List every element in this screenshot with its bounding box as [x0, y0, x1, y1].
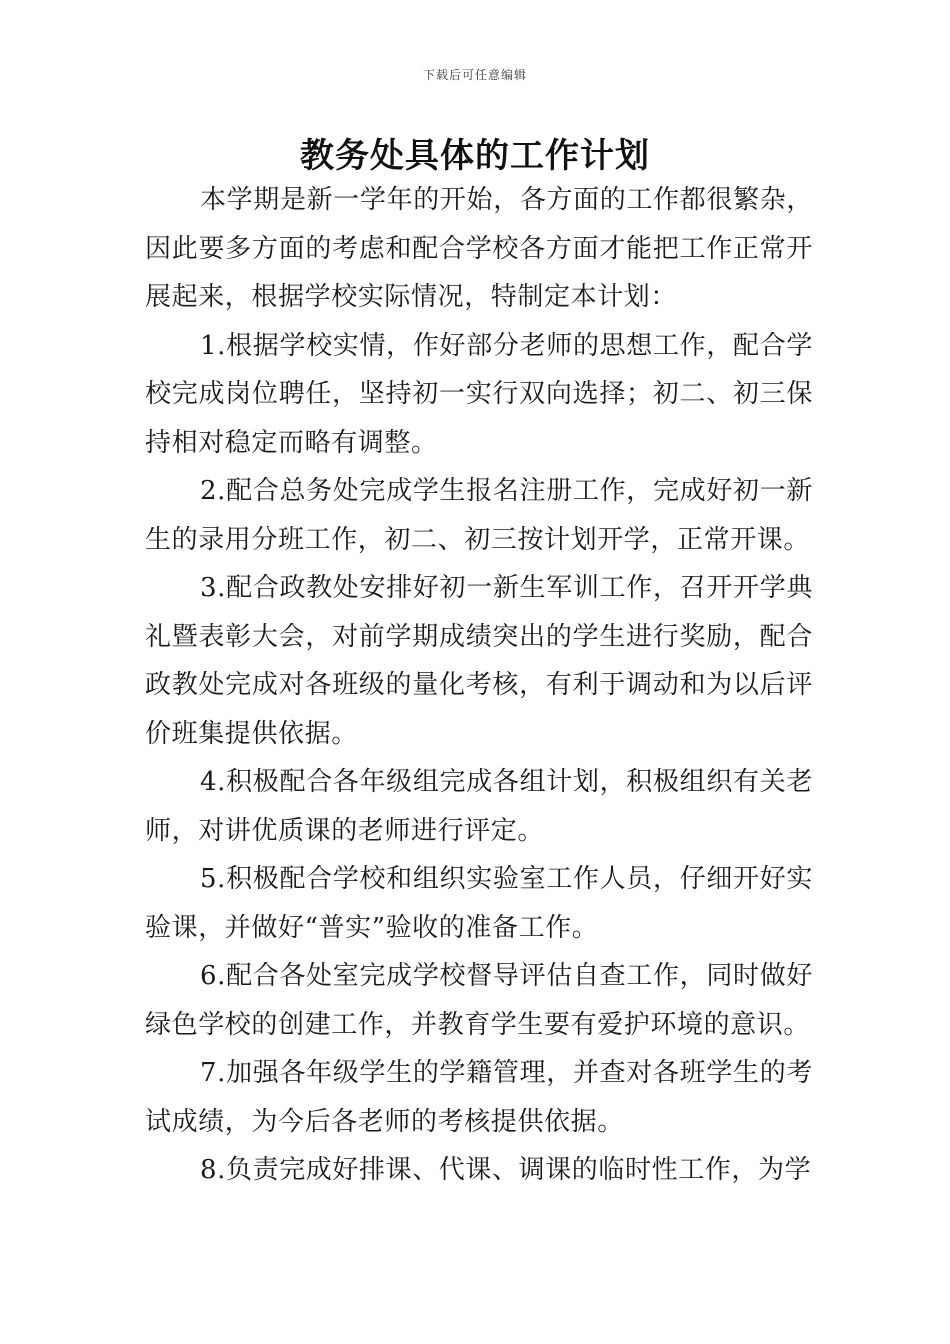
document-title: 教务处具体的工作计划	[300, 136, 650, 176]
document-body	[145, 176, 813, 1195]
paragraph-item-1: 1.根据学校实情，作好部分老师的思想工作，配合学校完成岗位聘任，坚持初一实行双向选择；初二、初三保持相对稳定而略有调整。	[145, 330, 813, 458]
paragraph-item-3: 3.配合政教处安排好初一新生军训工作，召开开学典礼暨表彰大会，对前学期成绩突出的学生进行奖励，配合政教处完成对各班级的量化考核，有利于调动和为以后评价班集提供依据。	[145, 573, 813, 749]
paragraph-item-5: 5.积极配合学校和组织实验室工作人员，仔细开好实验课，并做好“普实”验收的准备工作。	[145, 864, 813, 943]
paragraph-item-8: 8.负责完成好排课、代课、调课的临时性工作，为学	[200, 1155, 812, 1185]
paragraph-intro: 本学期是新一学年的开始，各方面的工作都很繁杂，因此要多方面的考虑和配合学校各方面才能把工作正常开展起来，根据学校实际情况，特制定本计划：	[145, 185, 813, 312]
paragraph-item-7: 7.加强各年级学生的学籍管理，并查对各班学生的考试成绩，为今后各老师的考核提供依据。	[145, 1058, 813, 1137]
paragraph-item-6: 6.配合各处室完成学校督导评估自查工作，同时做好绿色学校的创建工作，并教育学生要有爱护环境的意识。	[145, 961, 813, 1040]
paragraph-item-2: 2.配合总务处完成学生报名注册工作，完成好初一新生的录用分班工作，初二、初三按计划开学，正常开课。	[145, 476, 813, 555]
header-note: 下载后可任意编辑	[422, 68, 527, 82]
paragraph-item-4: 4.积极配合各年级组完成各组计划，积极组织有关老师，对讲优质课的老师进行评定。	[145, 767, 813, 846]
